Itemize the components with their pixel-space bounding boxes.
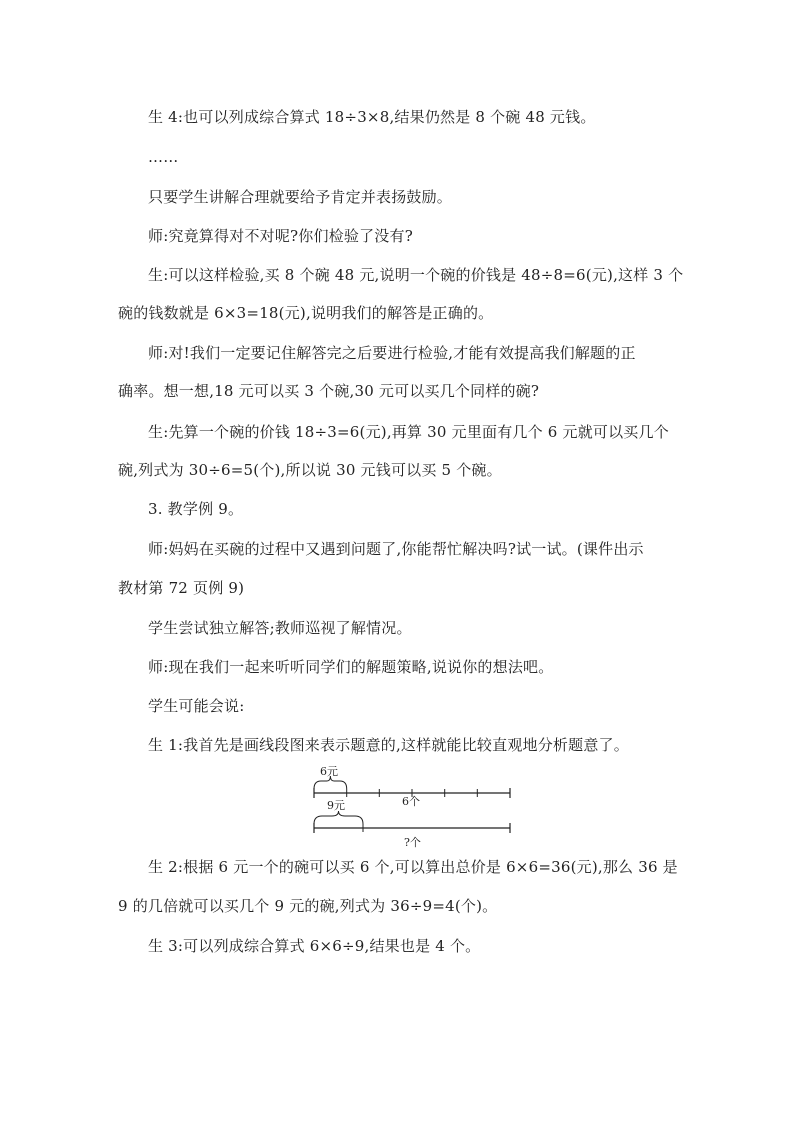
paragraph-line: 师:究竟算得对不对呢?你们检验了没有? (148, 227, 413, 245)
top-brace-label: 6元 (320, 765, 338, 778)
bottom-brace (314, 811, 363, 824)
paragraph-line: 生 2:根据 6 元一个的碗可以买 6 个,可以算出总价是 6×6=36(元),那么 36 是 (148, 858, 678, 876)
top-count-label: 6个 (402, 795, 420, 808)
paragraph-line: 9 的几倍就可以买几个 9 元的碗,列式为 36÷9=4(个)。 (118, 897, 498, 915)
paragraph-line: 生:可以这样检验,买 8 个碗 48 元,说明一个碗的价钱是 48÷8=6(元),这样 3 个 (148, 266, 684, 284)
paragraph-line: 碗的钱数就是 6×3=18(元),说明我们的解答是正确的。 (118, 304, 494, 322)
paragraph-line: 师:现在我们一起来听听同学们的解题策略,说说你的想法吧。 (148, 658, 554, 676)
paragraph-line: 师:妈妈在买碗的过程中又遇到问题了,你能帮忙解决吗?试一试。(课件出示 (148, 540, 644, 558)
bottom-brace-label: 9元 (327, 799, 345, 812)
paragraph-line: 教材第 72 页例 9) (118, 579, 245, 597)
paragraph-line: 碗,列式为 30÷6=5(个),所以说 30 元钱可以买 5 个碗。 (118, 461, 502, 479)
section-heading: 3. 教学例 9。 (148, 500, 244, 518)
paragraph-line: 生 4:也可以列成综合算式 18÷3×8,结果仍然是 8 个碗 48 元钱。 (148, 108, 596, 126)
ellipsis-line: …… (148, 148, 179, 166)
paragraph-line: 生 3:可以列成综合算式 6×6÷9,结果也是 4 个。 (148, 937, 481, 955)
paragraph-line: 只要学生讲解合理就要给予肯定并表扬鼓励。 (148, 188, 453, 206)
paragraph-line: 确率。想一想,18 元可以买 3 个碗,30 元可以买几个同样的碗? (118, 382, 540, 400)
paragraph-line: 师:对!我们一定要记住解答完之后要进行检验,才能有效提高我们解题的正 (148, 344, 636, 362)
line-segment-svg (300, 762, 530, 852)
paragraph-line: 学生可能会说: (148, 697, 245, 715)
paragraph-line: 生:先算一个碗的价钱 18÷3=6(元),再算 30 元里面有几个 6 元就可以买几个 (148, 423, 669, 441)
paragraph-line: 生 1:我首先是画线段图来表示题意的,这样就能比较直观地分析题意了。 (148, 736, 629, 754)
bottom-count-label: ?个 (404, 836, 421, 849)
line-segment-diagram (300, 762, 530, 852)
paragraph-line: 学生尝试独立解答;教师巡视了解情况。 (148, 619, 412, 637)
